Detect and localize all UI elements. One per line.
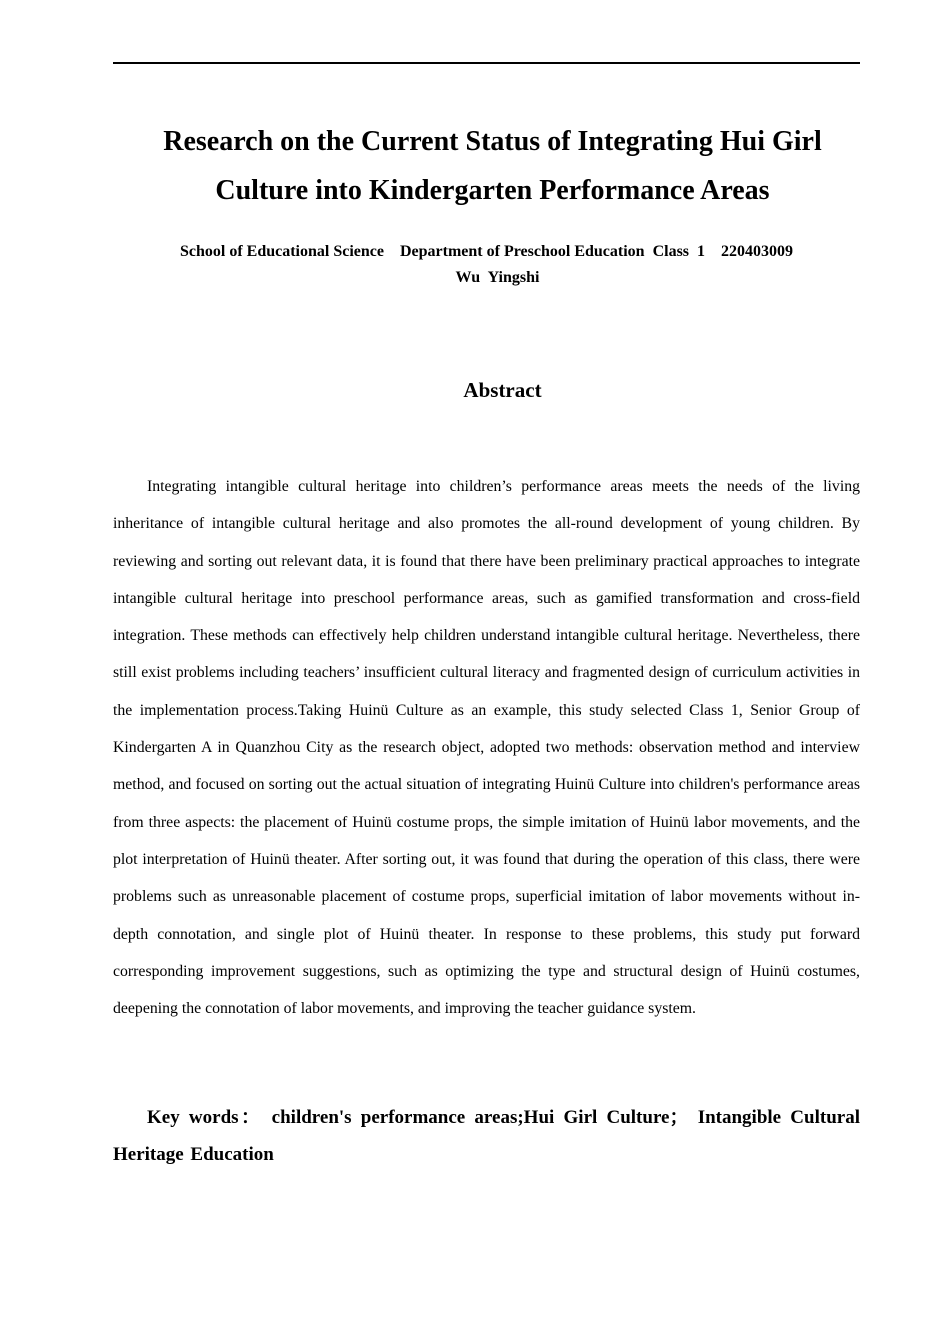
author-affiliation: School of Educational Science Department of Preschool Education Class 1 220403009 [179,243,794,260]
header-rule [113,62,860,64]
keywords: Key words： children's performance areas;Hui Girl Culture； Intangible Cultural Heritage Education [113,1107,860,1165]
paper-title: Research on the Current Status of Integrating Hui Girl Culture into Kindergarten Performance Areas [163,126,822,206]
abstract-heading: Abstract [463,378,542,402]
author-name: Wu Yingshi [455,269,540,286]
abstract-body: Integrating intangible cultural heritage into children’s performance areas meets the needs of the living inheritance of intangible cultural heritage and also promotes the all-round development of young children. By reviewing and sorting out relevant data, it is found that there have been preliminary practical approaches to integrate intangible cultural heritage into preschool performance areas, such as gamified transformation and cross-field integration. These methods can effectively help children understand intangible cultural heritage. Nevertheless, there still exist problems including teachers’ insufficient cultural literacy and fragmented design of curriculum activities in the implementation process.Taking Huinü Culture as an example, this study selected Class 1, Senior Group of Kindergarten A in Quanzhou City as the research object, adopted two methods: observation method and interview method, and focused on sorting out the actual situation of integrating Huinü Culture into children's performance areas from three aspects: the placement of Huinü costume props, the simple imitation of Huinü labor movements, and the plot interpretation of Huinü theater. After sorting out, it was found that during the operation of this class, there were problems such as unreasonable placement of costume props, superficial imitation of labor movements without in-depth connotation, and single plot of Huinü theater. In response to these problems, this study put forward corresponding improvement suggestions, such as optimizing the type and structural design of Huinü costumes, deepening the connotation of labor movements, and improving the teacher guidance system. [113,478,860,1018]
